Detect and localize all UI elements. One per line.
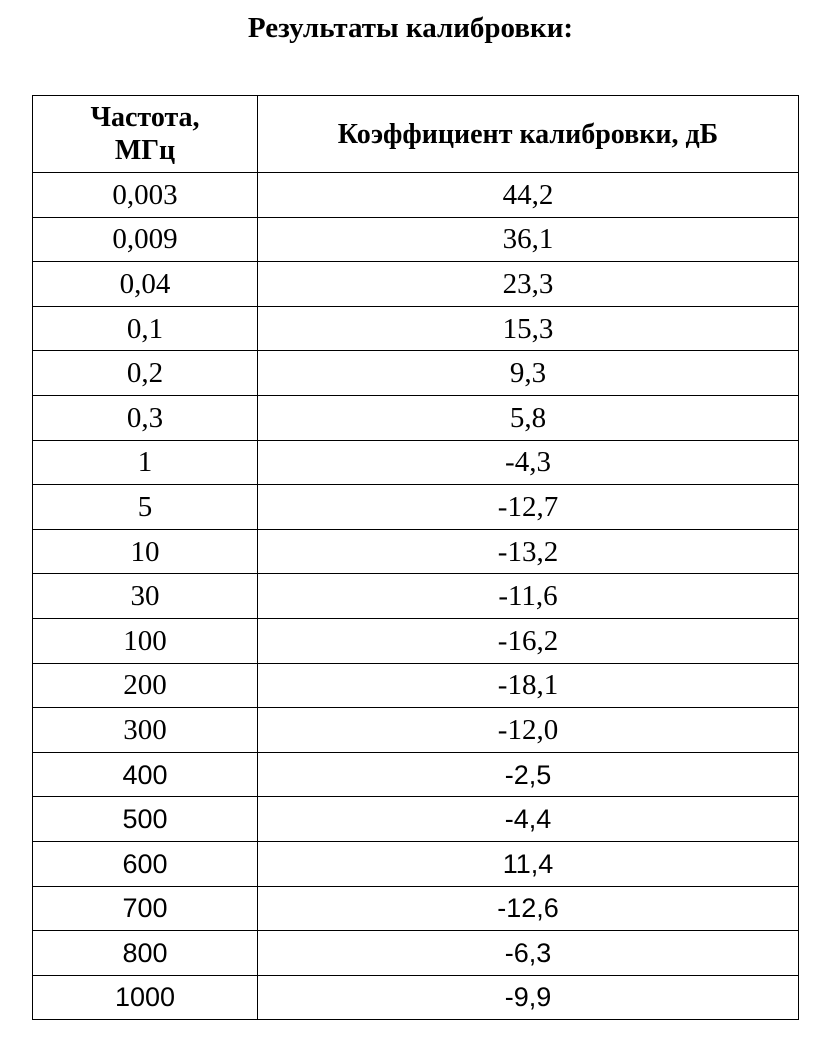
frequency-cell: 400 <box>33 752 258 797</box>
table-row <box>33 975 799 1020</box>
frequency-cell: 0,003 <box>33 173 258 218</box>
frequency-cell: 200 <box>33 663 258 708</box>
frequency-cell: 1 <box>33 440 258 485</box>
table-row <box>33 217 799 262</box>
frequency-header-line2: МГц <box>114 135 176 166</box>
coefficient-cell: -12,7 <box>258 485 799 530</box>
coefficient-cell: 15,3 <box>258 306 799 351</box>
table-row <box>33 306 799 351</box>
table-body <box>33 173 799 1020</box>
coefficient-cell: 9,3 <box>258 351 799 396</box>
table-row <box>33 708 799 753</box>
frequency-cell: 10 <box>33 529 258 574</box>
coefficient-cell: -18,1 <box>258 663 799 708</box>
coefficient-cell: -16,2 <box>258 618 799 663</box>
frequency-column-header <box>33 96 258 173</box>
coefficient-cell: 44,2 <box>258 173 799 218</box>
table-row <box>33 262 799 307</box>
table-row <box>33 752 799 797</box>
calibration-table <box>32 95 799 1020</box>
coefficient-column-header: Коэффициент калибровки, дБ <box>258 96 799 173</box>
frequency-cell: 100 <box>33 618 258 663</box>
frequency-cell: 0,1 <box>33 306 258 351</box>
table-row <box>33 351 799 396</box>
table-header <box>33 96 799 173</box>
header-row <box>33 96 799 173</box>
coefficient-cell: 36,1 <box>258 217 799 262</box>
coefficient-cell: -12,0 <box>258 708 799 753</box>
frequency-header-line1: Частота, <box>90 102 200 133</box>
table-row <box>33 886 799 931</box>
frequency-cell: 1000 <box>33 975 258 1020</box>
table-row <box>33 841 799 886</box>
table-row <box>33 173 799 218</box>
frequency-cell: 600 <box>33 841 258 886</box>
coefficient-cell: -6,3 <box>258 931 799 976</box>
table-row <box>33 663 799 708</box>
table-row <box>33 574 799 619</box>
coefficient-cell: -4,3 <box>258 440 799 485</box>
frequency-cell: 0,2 <box>33 351 258 396</box>
table-row <box>33 395 799 440</box>
frequency-cell: 0,009 <box>33 217 258 262</box>
frequency-cell: 300 <box>33 708 258 753</box>
coefficient-cell: -2,5 <box>258 752 799 797</box>
coefficient-cell: -11,6 <box>258 574 799 619</box>
frequency-cell: 700 <box>33 886 258 931</box>
table-row <box>33 485 799 530</box>
table-row <box>33 529 799 574</box>
frequency-cell: 30 <box>33 574 258 619</box>
page-title: Результаты калибровки: <box>247 12 574 44</box>
table-row <box>33 618 799 663</box>
frequency-cell: 5 <box>33 485 258 530</box>
coefficient-cell: -9,9 <box>258 975 799 1020</box>
frequency-cell: 800 <box>33 931 258 976</box>
coefficient-cell: -12,6 <box>258 886 799 931</box>
table-row <box>33 931 799 976</box>
frequency-cell: 500 <box>33 797 258 842</box>
coefficient-cell: -4,4 <box>258 797 799 842</box>
table-row <box>33 440 799 485</box>
coefficient-cell: -13,2 <box>258 529 799 574</box>
coefficient-cell: 11,4 <box>258 841 799 886</box>
table-row <box>33 797 799 842</box>
frequency-cell: 0,04 <box>33 262 258 307</box>
coefficient-cell: 5,8 <box>258 395 799 440</box>
coefficient-cell: 23,3 <box>258 262 799 307</box>
frequency-cell: 0,3 <box>33 395 258 440</box>
